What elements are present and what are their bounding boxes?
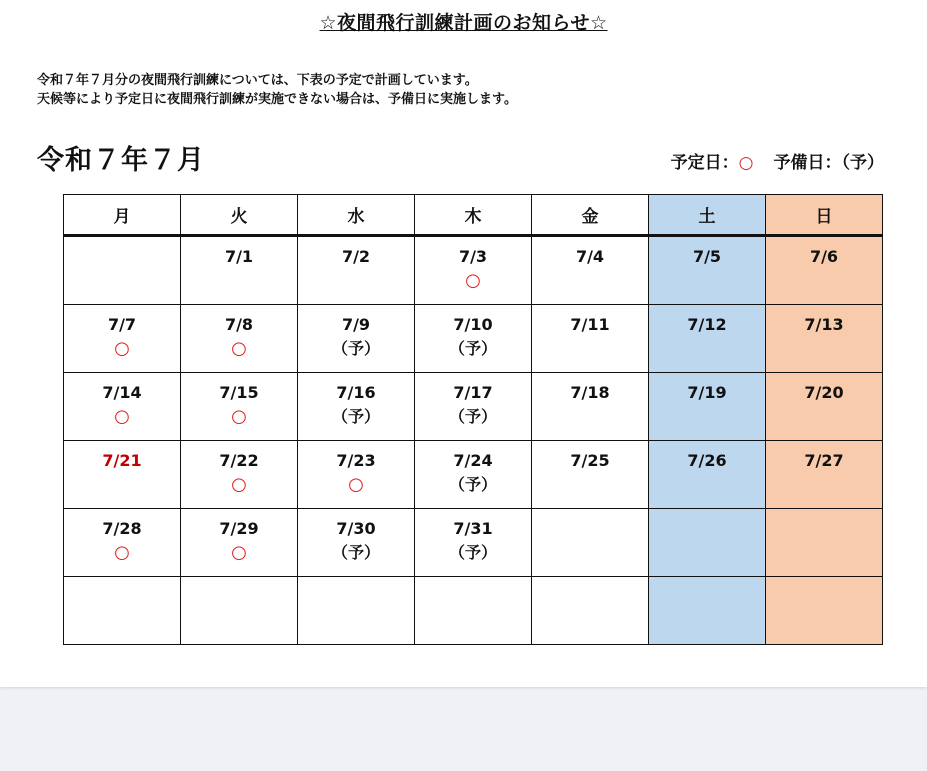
- day-mark: [766, 337, 882, 361]
- day-cell: [298, 236, 415, 305]
- day-cell: [415, 577, 532, 645]
- day-date: [181, 585, 297, 609]
- day-date: 7/22: [219, 451, 259, 470]
- day-mark: [298, 609, 414, 633]
- day-cell: [298, 441, 415, 509]
- day-cell: [298, 509, 415, 577]
- weekday-header-thu: 木: [415, 195, 532, 236]
- day-date: 7/17: [453, 383, 493, 402]
- reserve-mark: （予）: [448, 407, 497, 426]
- day-cell: [649, 236, 766, 305]
- day-cell: [415, 509, 532, 577]
- day-cell: [64, 305, 181, 373]
- day-date: 7/29: [219, 519, 259, 538]
- legend: [671, 148, 884, 173]
- reserve-mark: （予）: [448, 475, 497, 494]
- day-date: [649, 585, 765, 609]
- weekday-header-wed: 水: [298, 195, 415, 236]
- day-cell: [181, 441, 298, 509]
- reserve-mark: （予）: [331, 339, 380, 358]
- day-cell: [181, 509, 298, 577]
- day-date: 7/31: [453, 519, 493, 538]
- day-date: [64, 585, 180, 609]
- week-row: [64, 373, 883, 441]
- weekday-header-sat: 土: [649, 195, 766, 236]
- day-date: 7/1: [224, 247, 254, 266]
- day-cell: [649, 373, 766, 441]
- day-cell: [766, 305, 883, 373]
- intro-line: 天候等により予定日に夜間飛行訓練が実施できない場合は、予備日に実施します。: [37, 92, 517, 107]
- day-cell: [532, 305, 649, 373]
- day-cell: [532, 577, 649, 645]
- day-cell: [64, 441, 181, 509]
- day-date: 7/26: [687, 451, 727, 470]
- legend-scheduled-mark: ○: [738, 153, 754, 173]
- scheduled-mark: ○: [231, 542, 247, 563]
- day-mark: [766, 473, 882, 497]
- day-date: [649, 517, 765, 541]
- day-date: 7/24: [453, 451, 493, 470]
- day-cell: [298, 305, 415, 373]
- day-date: 7/13: [804, 315, 844, 334]
- day-cell: [181, 236, 298, 305]
- day-mark: [532, 269, 648, 293]
- day-cell: [532, 236, 649, 305]
- day-date: 7/15: [219, 383, 259, 402]
- day-cell: [415, 236, 532, 305]
- day-cell: [766, 373, 883, 441]
- day-mark: [532, 541, 648, 565]
- day-date: 7/11: [570, 315, 610, 334]
- day-cell: [532, 373, 649, 441]
- scheduled-mark: ○: [348, 474, 364, 495]
- day-mark: [649, 541, 765, 565]
- day-date: 7/14: [102, 383, 142, 402]
- day-mark: [532, 405, 648, 429]
- day-mark: [532, 609, 648, 633]
- day-mark: [766, 609, 882, 633]
- day-mark: [298, 269, 414, 293]
- day-mark: [649, 473, 765, 497]
- day-mark: [649, 269, 765, 293]
- day-date: [766, 585, 882, 609]
- scheduled-mark: ○: [231, 338, 247, 359]
- day-date: 7/27: [804, 451, 844, 470]
- day-date: 7/16: [336, 383, 376, 402]
- week-row: [64, 509, 883, 577]
- weekday-header-mon: 月: [64, 195, 181, 236]
- week-row: [64, 577, 883, 645]
- scheduled-mark: ○: [465, 270, 481, 291]
- reserve-mark: （予）: [448, 339, 497, 358]
- day-cell: [181, 305, 298, 373]
- weekday-header-row: [64, 195, 883, 236]
- reserve-mark: （予）: [331, 407, 380, 426]
- day-mark: [649, 405, 765, 429]
- day-cell: [64, 577, 181, 645]
- weekday-header-tue: 火: [181, 195, 298, 236]
- day-mark: [766, 405, 882, 429]
- day-date: 7/23: [336, 451, 376, 470]
- day-cell: [649, 441, 766, 509]
- weekday-header-fri: 金: [532, 195, 649, 236]
- day-cell: [181, 577, 298, 645]
- day-date: 7/18: [570, 383, 610, 402]
- weekday-header-sun: 日: [766, 195, 883, 236]
- day-date: [766, 517, 882, 541]
- day-date: [532, 585, 648, 609]
- day-date: 7/3: [458, 247, 488, 266]
- day-cell: [181, 373, 298, 441]
- day-date: 7/19: [687, 383, 727, 402]
- day-date: 7/2: [341, 247, 371, 266]
- calendar-table: [63, 194, 883, 645]
- scheduled-mark: ○: [114, 338, 130, 359]
- month-heading: 令和７年７月: [37, 145, 205, 176]
- day-cell: [298, 577, 415, 645]
- day-cell: [766, 441, 883, 509]
- day-date: 7/20: [804, 383, 844, 402]
- day-cell: [298, 373, 415, 441]
- day-cell: [64, 509, 181, 577]
- day-mark: [64, 473, 180, 497]
- reserve-mark: （予）: [331, 543, 380, 562]
- page-title: ☆夜間飛行訓練計画のお知らせ☆: [319, 12, 608, 34]
- day-mark: [64, 269, 180, 293]
- day-mark: [181, 269, 297, 293]
- week-row: [64, 236, 883, 305]
- day-cell: [532, 509, 649, 577]
- day-mark: [766, 541, 882, 565]
- day-cell: [649, 577, 766, 645]
- day-date: 7/21: [102, 451, 142, 470]
- day-date: 7/8: [224, 315, 254, 334]
- day-mark: [181, 609, 297, 633]
- scheduled-mark: ○: [231, 474, 247, 495]
- day-date: 7/30: [336, 519, 376, 538]
- day-date: 7/28: [102, 519, 142, 538]
- reserve-mark: （予）: [448, 543, 497, 562]
- day-cell: [766, 509, 883, 577]
- day-mark: [766, 269, 882, 293]
- week-row: [64, 441, 883, 509]
- day-cell: [649, 509, 766, 577]
- legend-reserve-label: 予備日：（予）: [773, 153, 884, 173]
- day-date: [415, 585, 531, 609]
- day-date: 7/4: [575, 247, 605, 266]
- day-mark: [649, 337, 765, 361]
- day-cell: [64, 373, 181, 441]
- day-date: [532, 517, 648, 541]
- day-date: 7/12: [687, 315, 727, 334]
- day-cell: [532, 441, 649, 509]
- day-mark: [532, 473, 648, 497]
- day-date: 7/9: [341, 315, 371, 334]
- day-cell: [415, 441, 532, 509]
- day-mark: [415, 609, 531, 633]
- scheduled-mark: ○: [114, 406, 130, 427]
- day-date: 7/6: [809, 247, 839, 266]
- calendar-body: [64, 236, 883, 645]
- day-cell: [766, 577, 883, 645]
- intro-text: [37, 71, 517, 109]
- day-mark: [649, 609, 765, 633]
- day-mark: [532, 337, 648, 361]
- day-cell: [649, 305, 766, 373]
- day-date: 7/10: [453, 315, 493, 334]
- day-mark: [64, 609, 180, 633]
- day-cell: [64, 236, 181, 305]
- day-date: 7/7: [107, 315, 137, 334]
- day-date: 7/25: [570, 451, 610, 470]
- day-date: [298, 585, 414, 609]
- day-date: [64, 245, 180, 269]
- scheduled-mark: ○: [231, 406, 247, 427]
- intro-line: 令和７年７月分の夜間飛行訓練については、下表の予定で計画しています。: [37, 73, 478, 88]
- day-cell: [766, 236, 883, 305]
- day-cell: [415, 373, 532, 441]
- week-row: [64, 305, 883, 373]
- legend-scheduled-label: 予定日：: [670, 153, 739, 173]
- scheduled-mark: ○: [114, 542, 130, 563]
- day-cell: [415, 305, 532, 373]
- day-date: 7/5: [692, 247, 722, 266]
